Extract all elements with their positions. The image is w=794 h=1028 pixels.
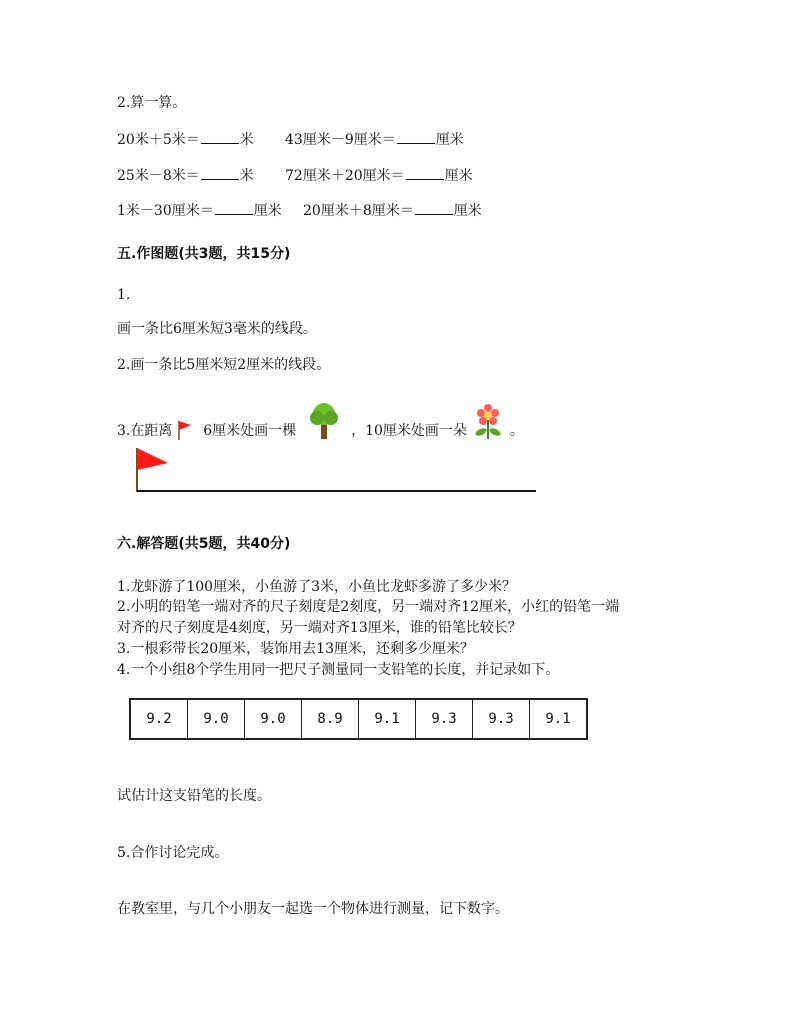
q3-text [117,402,524,440]
calc-row-1 [117,130,464,149]
s6-q1: 1.龙虾游了100厘米，小鱼游了3米，小鱼比龙虾多游了多少米？ [117,579,516,595]
measurement-table [129,698,588,740]
s6-q4-follow: 试估计这支铅笔的长度。 [117,788,271,804]
measurement-cell: 9.0 [245,699,302,739]
q1-number: 1. [117,287,131,303]
measurement-cell: 8.9 [302,699,359,739]
answer-blank[interactable] [215,201,253,215]
measurement-cell: 9.1 [359,699,416,739]
q3-part2: 6厘米处画一棵 [203,423,297,439]
calc-unit: 厘米 [435,132,464,148]
calc-expr: 20米＋5米＝ [117,132,200,148]
calc-expr: 72厘米＋20厘米＝ [285,168,405,184]
q2-title: 2.算一算。 [117,95,187,111]
calc-expr: 25米－8米＝ [117,168,200,184]
answer-blank[interactable] [415,201,453,215]
answer-blank[interactable] [406,166,444,180]
calc-expr: 1米－30厘米＝ [117,203,214,219]
s6-q4: 4.一个小组8个学生用同一把尺子测量同一支铅笔的长度，并记录如下。 [117,662,560,678]
s6-q3: 3.一根彩带长20厘米，装饰用去13厘米，还剩多少厘米？ [117,641,474,657]
q3-part1: 3.在距离 [117,423,173,439]
answer-blank[interactable] [397,130,435,144]
q1-text: 画一条比6厘米短3毫米的线段。 [117,321,317,337]
drawing-area[interactable] [134,446,540,496]
q3-part3: ，10厘米处画一朵 [351,423,467,439]
s6-q5-text: 在教室里，与几个小朋友一起选一个物体进行测量，记下数字。 [117,901,509,917]
s6-q2-line1: 2.小明的铅笔一端对齐的尺子刻度是2刻度，另一端对齐12厘米，小红的铅笔一端 [117,599,620,615]
calc-row-3 [117,201,482,220]
measurement-cell: 9.1 [530,699,588,739]
q3-part4: 。 [509,423,524,439]
calc-unit: 米 [239,168,254,184]
calc-unit: 米 [239,132,254,148]
calc-unit: 厘米 [444,168,473,184]
table-row [130,699,587,739]
tree-icon [305,402,343,440]
answer-blank[interactable] [201,166,239,180]
s6-q2-line2: 对齐的尺子刻度是4刻度，另一端对齐13厘米，谁的铅笔比较长？ [117,620,522,636]
answer-blank[interactable] [201,130,239,144]
flag-icon [177,420,199,440]
s6-q5: 5.合作讨论完成。 [117,845,229,861]
measurement-cell: 9.3 [416,699,473,739]
calc-row-2 [117,166,473,185]
section5-heading: 五.作图题(共3题，共15分) [117,246,291,262]
measurement-cell: 9.0 [188,699,245,739]
calc-unit: 厘米 [453,203,482,219]
flower-icon [471,404,505,440]
q2-text: 2.画一条比5厘米短2厘米的线段。 [117,357,331,373]
calc-expr: 43厘米－9厘米＝ [285,132,396,148]
calc-expr: 20厘米＋8厘米＝ [303,203,414,219]
calc-unit: 厘米 [253,203,282,219]
section6-heading: 六.解答题(共5题，共40分) [117,536,291,552]
measurement-cell: 9.2 [130,699,188,739]
measurement-cell: 9.3 [473,699,530,739]
flag-baseline-figure [134,446,540,496]
